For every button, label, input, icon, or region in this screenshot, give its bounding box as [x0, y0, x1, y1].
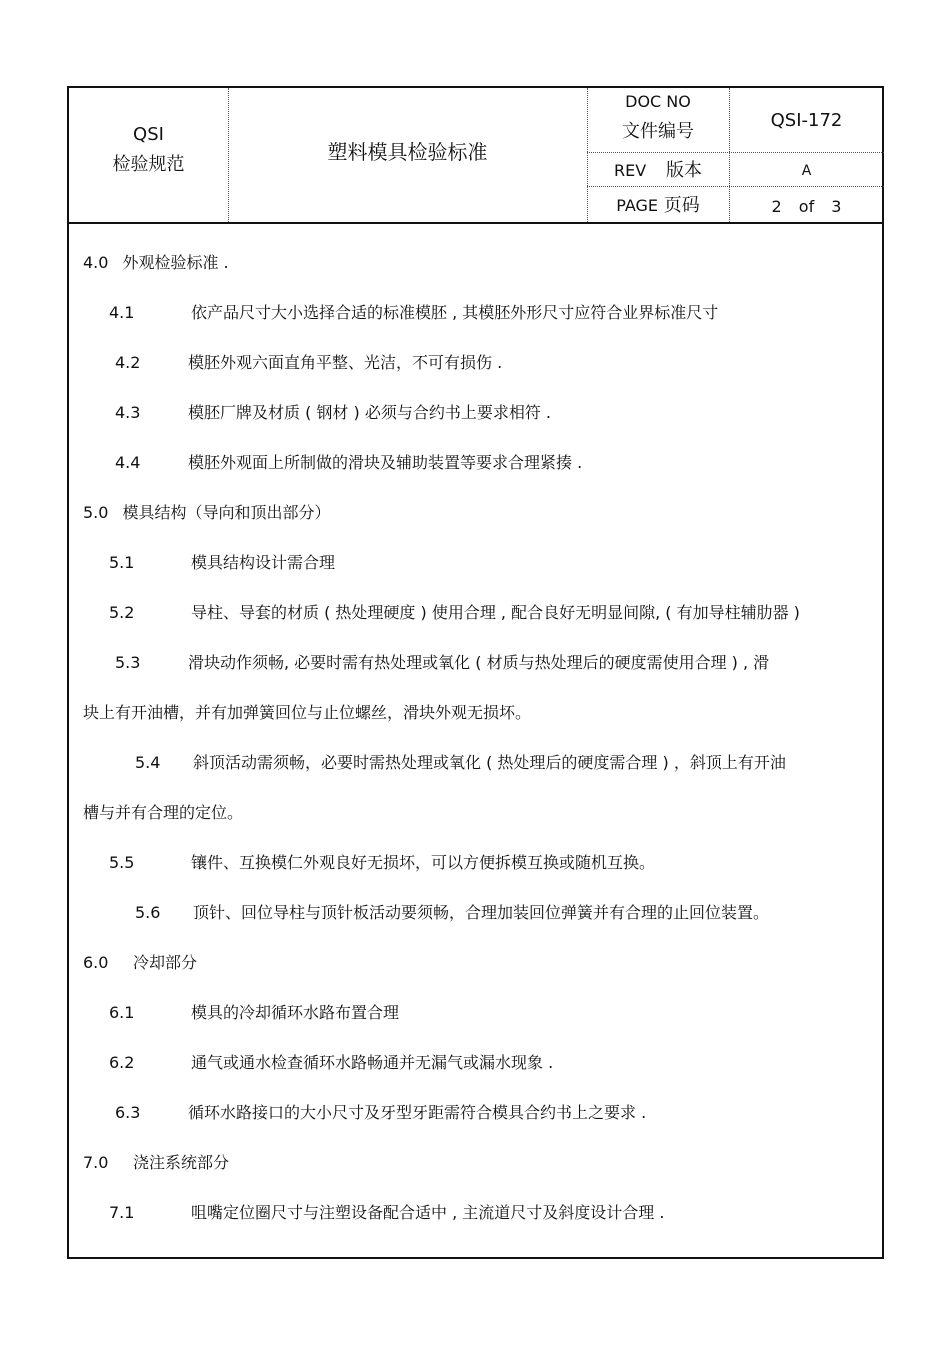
clause-number: 4.0 [83, 253, 109, 272]
clause-line [109, 300, 718, 323]
header-divider [587, 152, 884, 153]
clause-number: 6.0 [83, 953, 109, 972]
clause-text: 模具的冷却循环水路布置合理 [191, 1003, 400, 1022]
clause-line [115, 350, 502, 373]
clause-text: 咀嘴定位圈尺寸与注塑设备配合适中 , 主流道尺寸及斜度设计合理 . [191, 1203, 665, 1222]
clause-line [115, 400, 551, 423]
clause-line [109, 1200, 664, 1223]
document-title: 塑料模具检验标准 [327, 140, 488, 164]
document-frame [67, 86, 884, 1259]
clause-continuation [83, 800, 243, 823]
page-current: 2 [771, 197, 782, 216]
clause-line [109, 850, 655, 873]
org-code: QSI [133, 124, 164, 145]
page-label [587, 195, 729, 217]
rev-value: A [801, 163, 812, 179]
section-heading [83, 250, 229, 273]
clause-text: 斜顶活动需须畅，必要时需热处理或氧化 ( 热处理后的硬度需合理 ) ，斜顶上有开油 [193, 753, 786, 772]
clause-text: 模胚外观六面直角平整、光洁，不可有损伤 . [188, 353, 503, 372]
clause-number: 6.2 [109, 1053, 135, 1072]
rev-label [587, 160, 729, 182]
clause-number: 5.5 [109, 853, 135, 872]
clause-text: 镶件、互换模仁外观良好无损坏，可以方便拆模互换或随机互换。 [191, 853, 656, 872]
clause-line [115, 650, 769, 673]
page-total: 3 [831, 197, 842, 216]
clause-number: 4.4 [115, 453, 141, 472]
clause-number: 6.1 [109, 1003, 135, 1022]
clause-text: 顶针、回位导柱与顶针板活动要须畅，合理加装回位弹簧并有合理的止回位装置。 [193, 903, 770, 922]
clause-text: 模胚外观面上所制做的滑块及辅助装置等要求合理紧揍 . [188, 453, 583, 472]
clause-number: 4.3 [115, 403, 141, 422]
clause-text: 依产品尺寸大小选择合适的标准模胚 , 其模胚外形尺寸应符合业界标准尺寸 [191, 303, 719, 322]
clause-text: 导柱、导套的材质 ( 热处理硬度 ) 使用合理 , 配合良好无明显间隙, ( 有加导柱辅肋器 ) [191, 603, 800, 622]
clause-line [109, 600, 800, 623]
clause-number: 5.1 [109, 553, 135, 572]
clause-text: 冷却部分 [133, 953, 198, 972]
section-heading [83, 950, 197, 973]
clause-number: 5.0 [83, 503, 109, 522]
clause-line [135, 900, 769, 923]
doc-no-value: QSI-172 [770, 110, 843, 131]
page-label-en: PAGE [616, 196, 659, 215]
page-number [729, 197, 884, 216]
clause-line [109, 1050, 553, 1073]
doc-no-label-en: DOC NO [625, 92, 691, 111]
rev-label-en: REV [614, 161, 647, 180]
clause-number: 7.0 [83, 1153, 109, 1172]
page-label-cn: 页码 [663, 195, 700, 216]
clause-text: 模具结构（导向和顶出部分） [122, 503, 331, 522]
document-header [69, 88, 882, 224]
doc-no-label-cn: 文件编号 [622, 121, 694, 142]
header-divider [587, 186, 884, 187]
clause-text: 块上有开油槽，并有加弹簧回位与止位螺丝，滑块外观无损坏。 [83, 703, 532, 722]
clause-text: 外观检验标准 . [122, 253, 229, 272]
rev-label-cn: 版本 [665, 160, 702, 181]
clause-text: 浇注系统部分 [133, 1153, 230, 1172]
clause-line [135, 750, 786, 773]
clause-continuation [83, 700, 531, 723]
section-heading [83, 1150, 229, 1173]
clause-number: 4.1 [109, 303, 135, 322]
clause-text: 模具结构设计需合理 [191, 553, 336, 572]
clause-number: 5.2 [109, 603, 135, 622]
clause-line [109, 550, 335, 573]
clause-number: 5.4 [135, 753, 161, 772]
clause-text: 滑块动作须畅, 必要时需有热处理或氧化 ( 材质与热处理后的硬度需使用合理 ) , 滑 [188, 653, 770, 672]
org-label: 检验规范 [112, 153, 185, 175]
clause-text: 槽与并有合理的定位。 [83, 803, 244, 822]
clause-line [109, 1000, 399, 1023]
clause-text: 循环水路接口的大小尺寸及牙型牙距需符合模具合约书上之要求 . [188, 1103, 647, 1122]
clause-number: 4.2 [115, 353, 141, 372]
section-heading [83, 500, 330, 523]
clause-number: 5.6 [135, 903, 161, 922]
clause-text: 模胚厂牌及材质 ( 钢材 ) 必须与合约书上要求相符 . [188, 403, 552, 422]
clause-line [115, 1100, 646, 1123]
org-block [69, 124, 228, 175]
page-of: of [798, 197, 815, 216]
clause-number: 6.3 [115, 1103, 141, 1122]
clause-line [115, 450, 582, 473]
clause-number: 5.3 [115, 653, 141, 672]
clause-number: 7.1 [109, 1203, 135, 1222]
clause-text: 通气或通水检查循环水路畅通并无漏气或漏水现象 . [191, 1053, 554, 1072]
